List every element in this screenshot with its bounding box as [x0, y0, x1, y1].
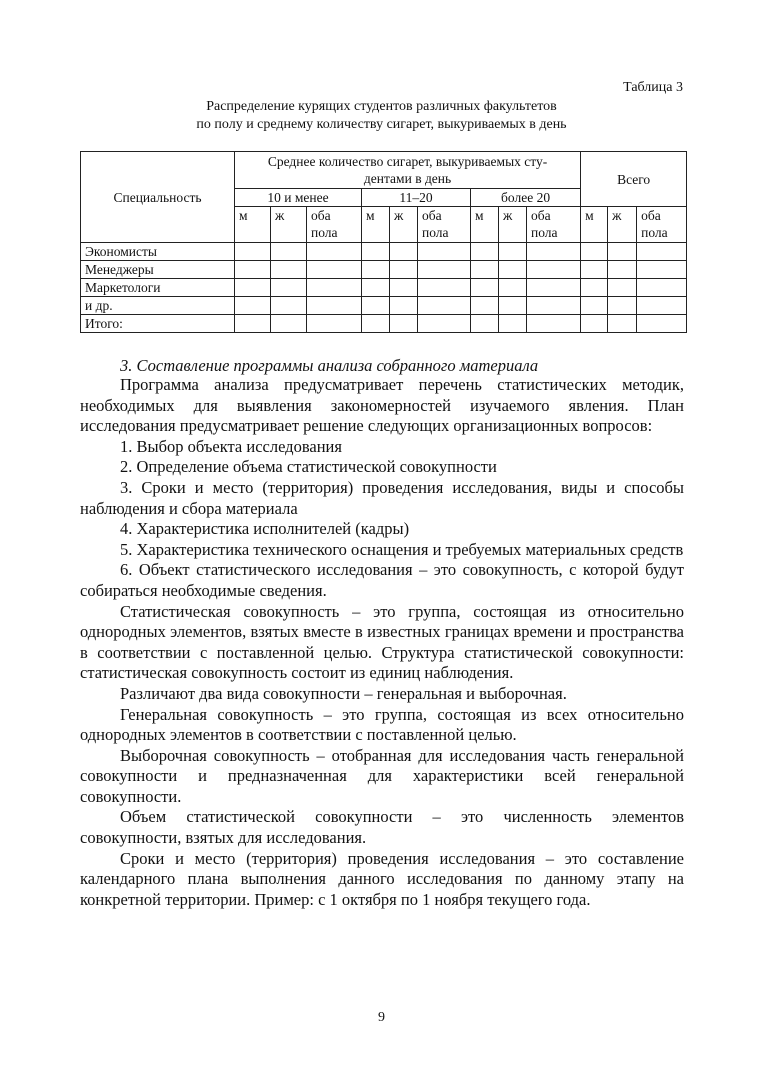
header-male: м: [581, 207, 608, 243]
header-male: м: [362, 207, 390, 243]
paragraph: Статистическая совокупность – это группа, состоящая из относительно однородных элементов, взятых вместе в известных границах времени и пространства в соответствии с поставленной целью. Структура статистической совокупности: статистическая совокупность состоит из единиц наблюдения.: [80, 601, 684, 683]
table-caption-line: по полу и среднему количеству сигарет, выкуриваемых в день: [196, 117, 567, 132]
header-group-10-less: 10 и менее: [235, 189, 362, 207]
paragraph: 2. Определение объема статистической совокупности: [120, 457, 497, 477]
paragraph: 4. Характеристика исполнителей (кадры): [120, 519, 410, 539]
paragraph: Объем статистической совокупности – это численность элементов совокупности, взятых для исследования.: [80, 807, 684, 848]
page-number: 9: [378, 1010, 385, 1025]
paragraph: 3. Сроки и место (территория) проведения исследования, виды и способы наблюдения и сбора материала: [80, 477, 684, 518]
smokers-table: [80, 151, 687, 333]
header-both: оба пола: [637, 207, 687, 243]
row-label: Маркетологи: [81, 279, 235, 297]
table-caption-line: Распределение курящих студентов различных факультетов: [206, 99, 557, 114]
table-caption: [80, 98, 683, 134]
header-female: ж: [499, 207, 527, 243]
header-specialty: Специальность: [81, 152, 235, 243]
header-avg-line: Среднее количество сигарет, выкуриваемых сту-: [267, 154, 548, 169]
paragraph: Сроки и место (территория) проведения исследования – это составление календарного плана выполнения данного исследования по данному этапу на конкретной территории. Пример: с 1 октября по 1 ноября текущего года.: [80, 848, 684, 909]
paragraph: 6. Объект статистического исследования – это совокупность, с которой будут собираться необходимые сведения.: [80, 560, 684, 600]
row-label: Менеджеры: [81, 261, 235, 279]
paragraph: Различают два вида совокупности – генеральная и выборочная.: [120, 683, 567, 703]
header-group-11-20: 11–20: [362, 189, 471, 207]
paragraph: 1. Выбор объекта исследования: [120, 436, 342, 456]
header-female: ж: [390, 207, 418, 243]
header-avg-cigarettes: [235, 152, 581, 189]
row-label: и др.: [81, 297, 235, 315]
header-female: ж: [608, 207, 637, 243]
table-row: [81, 243, 687, 261]
header-both: оба пола: [418, 207, 471, 243]
table-row: [81, 297, 687, 315]
body-text: [80, 375, 684, 910]
row-label: Итого:: [81, 315, 235, 333]
table-row: [81, 261, 687, 279]
table-row: [81, 279, 687, 297]
header-both: оба пола: [307, 207, 362, 243]
paragraph: Программа анализа предусматривает перечень статистических методик, необходимых для выявления закономерностей изучаемого явления. План исследования предусматривает решение следующих организационных вопросов:: [80, 375, 684, 436]
header-male: м: [471, 207, 499, 243]
header-total: Всего: [581, 152, 687, 207]
section-title: 3. Составление программы анализа собранного материала: [120, 356, 539, 375]
header-both: оба пола: [527, 207, 581, 243]
header-group-over-20: более 20: [471, 189, 581, 207]
table-row: [81, 315, 687, 333]
header-female: ж: [271, 207, 307, 243]
paragraph: Генеральная совокупность – это группа, состоящая из всех относительно однородных элементов в соответствии с поставленной целью.: [80, 704, 684, 745]
header-male: м: [235, 207, 271, 243]
paragraph: Выборочная совокупность – отобранная для исследования часть генеральной совокупности и предназначенная для характеристики всей генеральной совокупности.: [80, 745, 684, 806]
row-label: Экономисты: [81, 243, 235, 261]
table-label: Таблица 3: [623, 80, 683, 95]
paragraph: 5. Характеристика технического оснащения и требуемых материальных средств: [120, 539, 684, 559]
header-avg-line: дентами в день: [363, 171, 452, 186]
